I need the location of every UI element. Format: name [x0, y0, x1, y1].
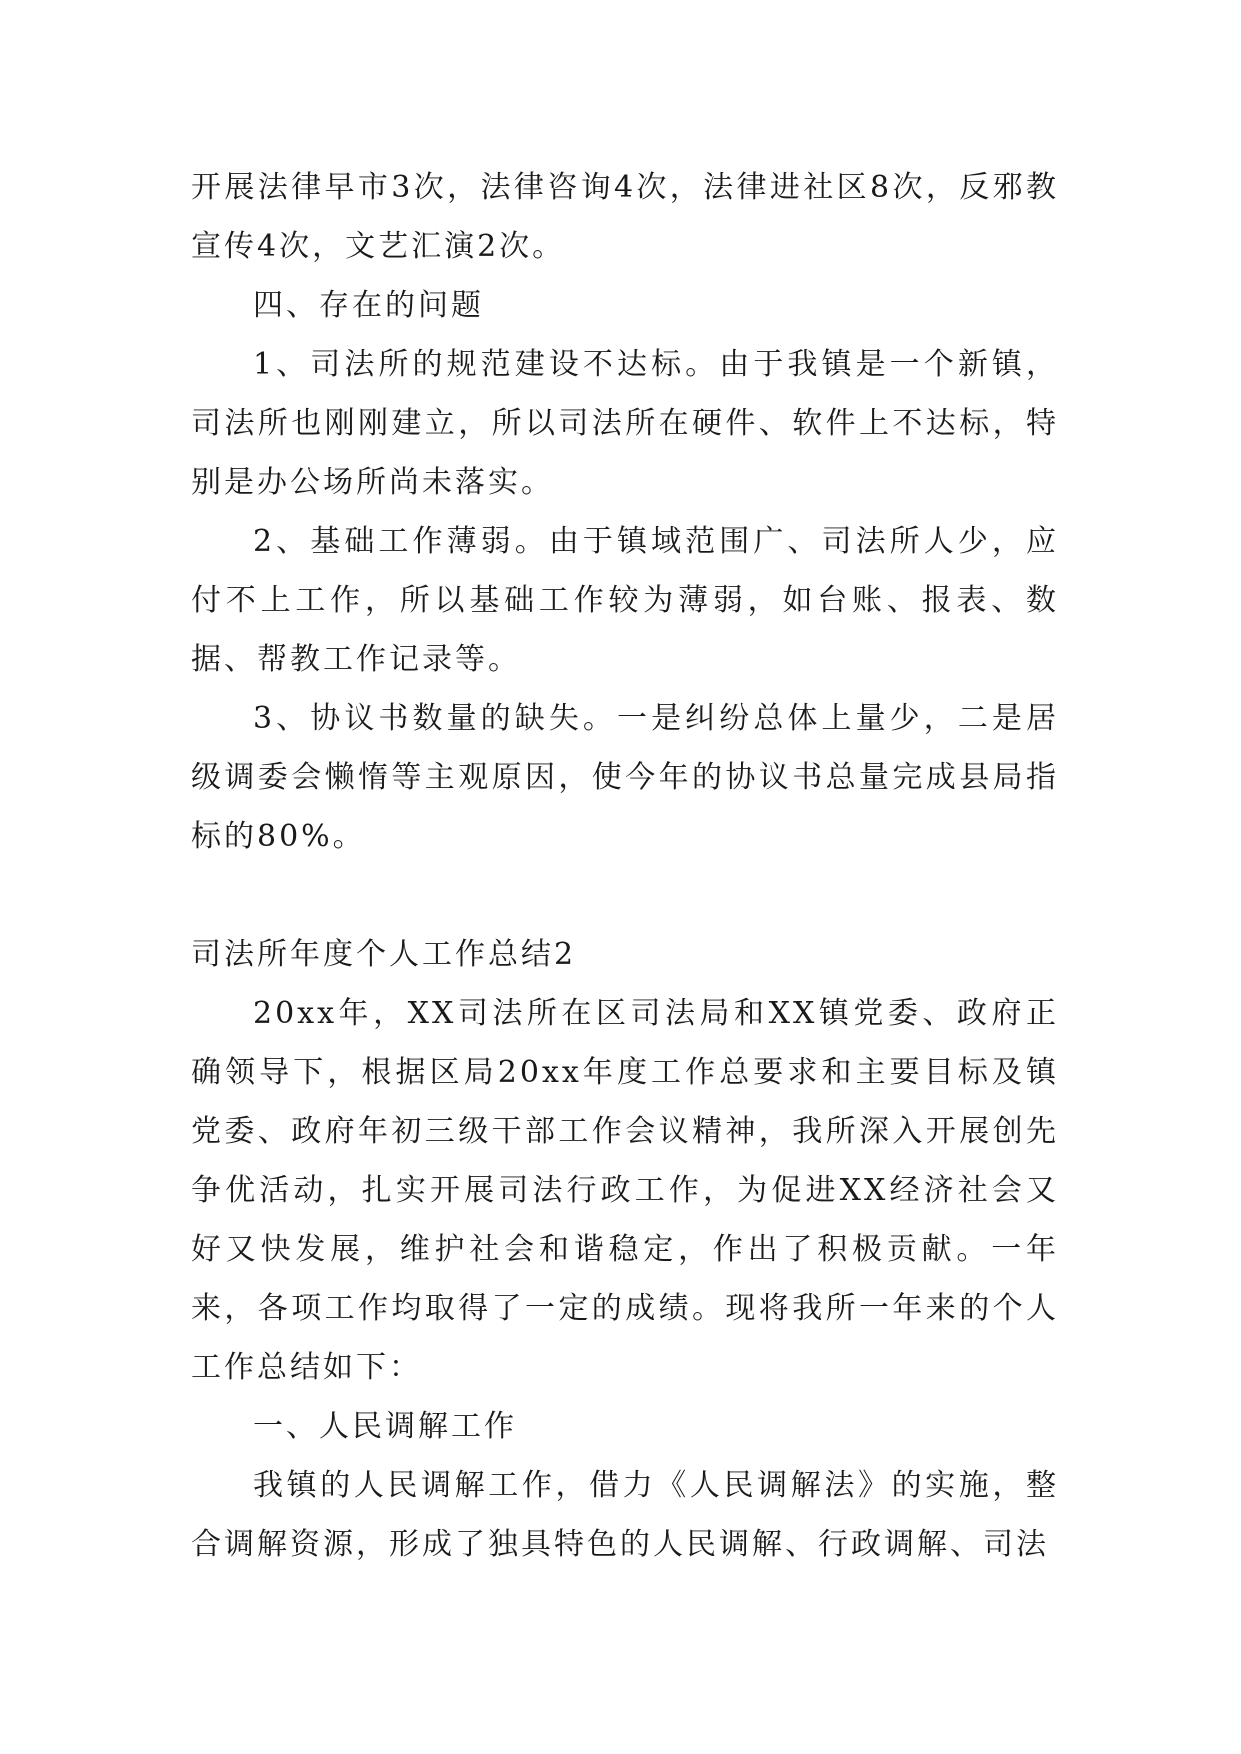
paragraph-intro: 20xx年，XX司法所在区司法局和XX镇党委、政府正确领导下，根据区局20xx年度工作总要求和主要目标及镇党委、政府年初三级干部工作会议精神，我所深入开展创先争优活动，扎实开展司法行政工作，为促进XX经济社会又好又快发展，维护社会和谐稳定，作出了积极贡献。一年来，各项工作均取得了一定的成绩。现将我所一年来的个人工作总结如下：: [191, 996, 1059, 1385]
section-heading-problems: 四、存在的问题: [253, 288, 484, 323]
section-spacer: [191, 866, 1059, 925]
paragraph-problem-1: 1、司法所的规范建设不达标。由于我镇是一个新镇，司法所也刚刚建立，所以司法所在硬件、软件上不达标，特别是办公场所尚未落实。: [191, 347, 1059, 500]
section-heading-mediation: 一、人民调解工作: [253, 1409, 517, 1444]
paragraph-continuation: 开展法律早市3次，法律咨询4次，法律进社区8次，反邪教宣传4次，文艺汇演2次。: [191, 170, 1059, 264]
article-title: 司法所年度个人工作总结2: [191, 937, 577, 972]
paragraph-problem-2: 2、基础工作薄弱。由于镇域范围广、司法所人少，应付不上工作，所以基础工作较为薄弱，如台账、报表、数据、帮教工作记录等。: [191, 524, 1059, 677]
paragraph-problem-3: 3、协议书数量的缺失。一是纠纷总体上量少，二是居级调委会懒惰等主观原因，使今年的协议书总量完成县局指标的80%。: [191, 701, 1059, 854]
paragraph-mediation: 我镇的人民调解工作，借力《人民调解法》的实施，整合调解资源，形成了独具特色的人民调解、行政调解、司法: [191, 1468, 1059, 1562]
document-body: [191, 158, 1059, 1574]
